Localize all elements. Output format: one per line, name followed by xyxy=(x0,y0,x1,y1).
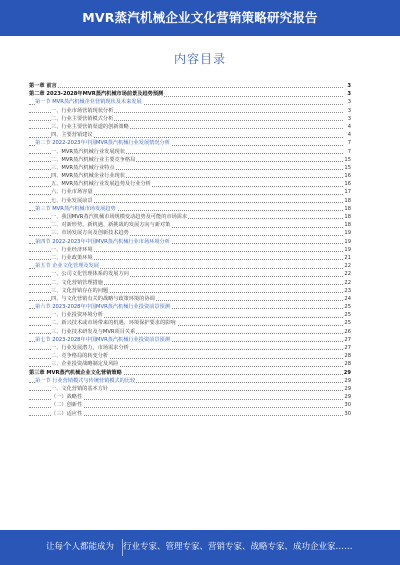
toc-entry-label: 第一章 前言 xyxy=(29,83,57,89)
toc-entry-label: 一、行业发展潜力，市场需求分析 xyxy=(51,345,129,351)
toc-heading: 内容目录 xyxy=(173,52,226,66)
toc-entry-label: 三、文化营销存在的问题 xyxy=(51,287,109,294)
toc-entry[interactable] xyxy=(29,188,351,196)
toc-entry-page: 19 xyxy=(344,238,351,245)
toc-entry[interactable] xyxy=(29,279,351,287)
toc-entry-label: 一、文化营销的基本方针 xyxy=(51,385,109,392)
toc-entry-page: 22 xyxy=(344,279,351,286)
toc-entry-page: 25 xyxy=(344,304,351,311)
toc-entry-label: 第四节 2022-2023年中国MVR蒸汽机械行业市场环境分析 xyxy=(35,238,170,245)
toc-entry-label: （一）战略性 xyxy=(51,394,83,401)
toc-entry-label: 二、竞争格局的转变分析 xyxy=(51,353,109,360)
toc-entry[interactable] xyxy=(29,262,351,270)
toc-entry[interactable] xyxy=(29,148,351,156)
toc-entry-label: 第一节 行业营销模式与传统营销模式的比较 xyxy=(35,377,136,384)
toc-entry-page: 29 xyxy=(344,377,351,384)
toc-entry-label: 第三节 MVR蒸汽机械市场发展趋势 xyxy=(35,205,116,212)
toc-entry-page: 4 xyxy=(347,132,351,139)
toc-entry-page: 15 xyxy=(344,156,351,163)
toc-entry[interactable] xyxy=(29,180,351,188)
toc-entry[interactable] xyxy=(29,295,351,303)
footer-bar xyxy=(0,530,400,565)
toc-entry-label: 四、MVR蒸汽机械企业行业现状 xyxy=(51,173,125,180)
toc-entry[interactable] xyxy=(29,172,351,180)
toc-entry[interactable] xyxy=(29,156,351,164)
toc-entry-page: 24 xyxy=(344,295,351,302)
toc-entry-page: 16 xyxy=(344,173,351,180)
toc-entry-page: 30 xyxy=(344,410,351,417)
toc-entry[interactable] xyxy=(29,385,351,393)
toc-entry[interactable] xyxy=(29,287,351,295)
toc-entry-label: 第三章 MVR蒸汽机械企业文化营销策略 xyxy=(29,369,122,376)
toc-entry-page: 25 xyxy=(344,320,351,327)
toc-entry[interactable] xyxy=(29,123,351,131)
toc-entry-label: 二、MVR蒸汽机械行业主要竞争格局 xyxy=(51,156,136,163)
toc-entry-label: 一、行业经济环境 xyxy=(51,246,93,253)
toc-entry[interactable] xyxy=(29,254,351,262)
toc-entry-page: 4 xyxy=(347,123,351,130)
toc-entry-page: 22 xyxy=(344,271,351,278)
toc-entry-label: 三、行业主要营销渠道的创新策略 xyxy=(51,123,129,130)
toc-entry-label: 第二章 2023-2028年MVR蒸汽机械市场前景及趋势预测 xyxy=(29,91,164,98)
toc-entry[interactable] xyxy=(29,213,351,221)
toc-entry[interactable] xyxy=(29,344,351,352)
toc-entry-label: 五、MVR蒸汽机械行业发展趋势及行业分析 xyxy=(51,181,151,188)
toc-entry[interactable] xyxy=(29,115,351,123)
toc-entry-page: 30 xyxy=(344,402,351,409)
toc-entry[interactable] xyxy=(29,221,351,229)
document-title: MVR蒸汽机械企业文化营销策略研究报告 xyxy=(82,10,318,25)
toc-entry[interactable] xyxy=(29,336,351,344)
toc-entry-label: 三、市场发展方向及创新技术趋势 xyxy=(51,230,129,237)
toc-entry-label: 二、文化营销管理措施 xyxy=(51,279,103,286)
toc-entry-page: 19 xyxy=(344,230,351,237)
toc-dot-leader xyxy=(29,87,343,88)
footer-slogan-left: 让每个人都能成为 xyxy=(46,542,115,552)
toc-entry-page: 3 xyxy=(347,83,351,89)
toc-entry-label: （三）适应性 xyxy=(51,410,83,417)
toc-entry-label: 一、行业市场营销现状分析 xyxy=(51,107,114,114)
toc-entry-label: 第一节 MVR蒸汽机械企业营销现状及未来发展 xyxy=(35,99,142,106)
toc-entry-page: 28 xyxy=(344,353,351,360)
toc-entry[interactable] xyxy=(29,369,351,377)
toc-entry-page: 21 xyxy=(344,254,351,261)
toc-entry[interactable] xyxy=(29,229,351,237)
toc-entry[interactable] xyxy=(29,360,351,368)
toc-entry[interactable] xyxy=(29,82,351,90)
toc-entry-label: 三、企业投资战略制定及风险 xyxy=(51,361,119,368)
toc-entry-label: 二、对新形势、新机遇、新挑战的发展方向与新对策 xyxy=(51,222,171,229)
toc-entry[interactable] xyxy=(29,98,351,106)
toc-entry[interactable] xyxy=(29,164,351,172)
toc-entry-page: 29 xyxy=(344,394,351,401)
toc-entry-page: 22 xyxy=(344,263,351,270)
toc-entry-label: 三、MVR蒸汽机械行业特点 xyxy=(51,164,115,171)
toc-entry-page: 18 xyxy=(344,214,351,220)
toc-entry[interactable] xyxy=(29,270,351,278)
toc-entry-page: 27 xyxy=(344,336,351,343)
toc-entry-label: 二、行业主要营销模式分析 xyxy=(51,115,114,122)
toc-entry[interactable] xyxy=(29,139,351,147)
toc-entry[interactable] xyxy=(29,393,351,401)
toc-entry-page: 28 xyxy=(344,361,351,368)
toc-entry[interactable] xyxy=(29,319,351,327)
toc-entry[interactable] xyxy=(29,311,351,319)
toc-entry[interactable] xyxy=(29,205,351,213)
toc-entry[interactable] xyxy=(29,107,351,115)
toc-entry-label: 二、新兴技术或市场带来的机遇、环境保护要求的影响 xyxy=(51,320,176,327)
toc-entry-label: 四、与文化营销有关的战略与政策环境的协调 xyxy=(51,295,155,302)
toc-entry-label: 一、我国MVR蒸汽机械市场规模变动趋势及可能的市场需求 xyxy=(51,214,188,220)
toc-entry-page: 16 xyxy=(344,181,351,188)
toc-entry-label: 七、行业发展前景 xyxy=(51,197,93,204)
toc-entry-label: 三、行业技术研发及与MVR项目关系 xyxy=(51,328,136,335)
toc-entry-label: （二）创新性 xyxy=(51,402,83,409)
toc-entry-label: 一、行业投资环境分析 xyxy=(51,312,103,319)
toc-entry-page: 15 xyxy=(344,164,351,171)
toc-entry-page: 17 xyxy=(344,189,351,196)
toc-entry-page: 23 xyxy=(344,287,351,294)
toc-entry-page: 18 xyxy=(344,197,351,204)
footer-slogan-right: 行业专家、管理专家、营销专家、战略专家、成功企业家…… xyxy=(123,542,353,552)
toc-entry-label: 四、主要营销建议 xyxy=(51,132,93,139)
toc-entry[interactable] xyxy=(29,303,351,311)
toc-entry[interactable] xyxy=(29,352,351,360)
toc-entry-label: 第七节 2023-2028年中国MVR蒸汽机械行业投资前景预测 xyxy=(35,336,170,343)
toc-entry-label: 一、公司文化管理体系的发展方向 xyxy=(51,271,129,278)
toc-entry-page: 3 xyxy=(347,99,351,106)
toc-entry-page: 3 xyxy=(347,91,351,98)
toc-entry-page: 3 xyxy=(347,115,351,122)
toc-entry[interactable] xyxy=(29,410,351,418)
toc-entry-page: 18 xyxy=(344,222,351,229)
toc-entry[interactable] xyxy=(29,90,351,98)
toc-entry-label: 第五节 企业文化管理及发展 xyxy=(35,263,99,270)
toc-entry-page: 7 xyxy=(347,140,351,147)
toc-entry[interactable] xyxy=(29,131,351,139)
toc-entry-page: 26 xyxy=(344,328,351,335)
toc-entry-page: 29 xyxy=(343,369,351,376)
toc-entry-label: 第六节 2023-2028年中国MVR蒸汽机械行业投资前景预测 xyxy=(35,304,170,311)
toc-entry-label: 二、行业政策环境 xyxy=(51,254,93,261)
header-bar xyxy=(0,0,400,36)
toc-entry-label: 第二节 2022-2023年中国MVR蒸汽机械行业发展情况分析 xyxy=(35,140,170,147)
toc-entry-label: 一、MVR蒸汽机械行业发展现状 xyxy=(51,148,125,155)
toc-entry-page: 7 xyxy=(347,148,351,155)
toc-entry-page: 29 xyxy=(344,385,351,392)
toc-entry[interactable] xyxy=(29,401,351,409)
toc-entry[interactable] xyxy=(29,377,351,385)
toc-entry-page: 19 xyxy=(344,246,351,253)
toc-entry[interactable] xyxy=(29,246,351,254)
toc-entry-page: 3 xyxy=(347,107,351,114)
table-of-contents xyxy=(29,82,351,418)
toc-entry[interactable] xyxy=(29,197,351,205)
toc-entry[interactable] xyxy=(29,238,351,246)
toc-entry-page: 25 xyxy=(344,312,351,319)
toc-entry-page: 18 xyxy=(344,205,351,212)
toc-entry-page: 27 xyxy=(344,345,351,351)
toc-entry-label: 六、行业市场容量 xyxy=(51,189,93,196)
toc-entry[interactable] xyxy=(29,328,351,336)
